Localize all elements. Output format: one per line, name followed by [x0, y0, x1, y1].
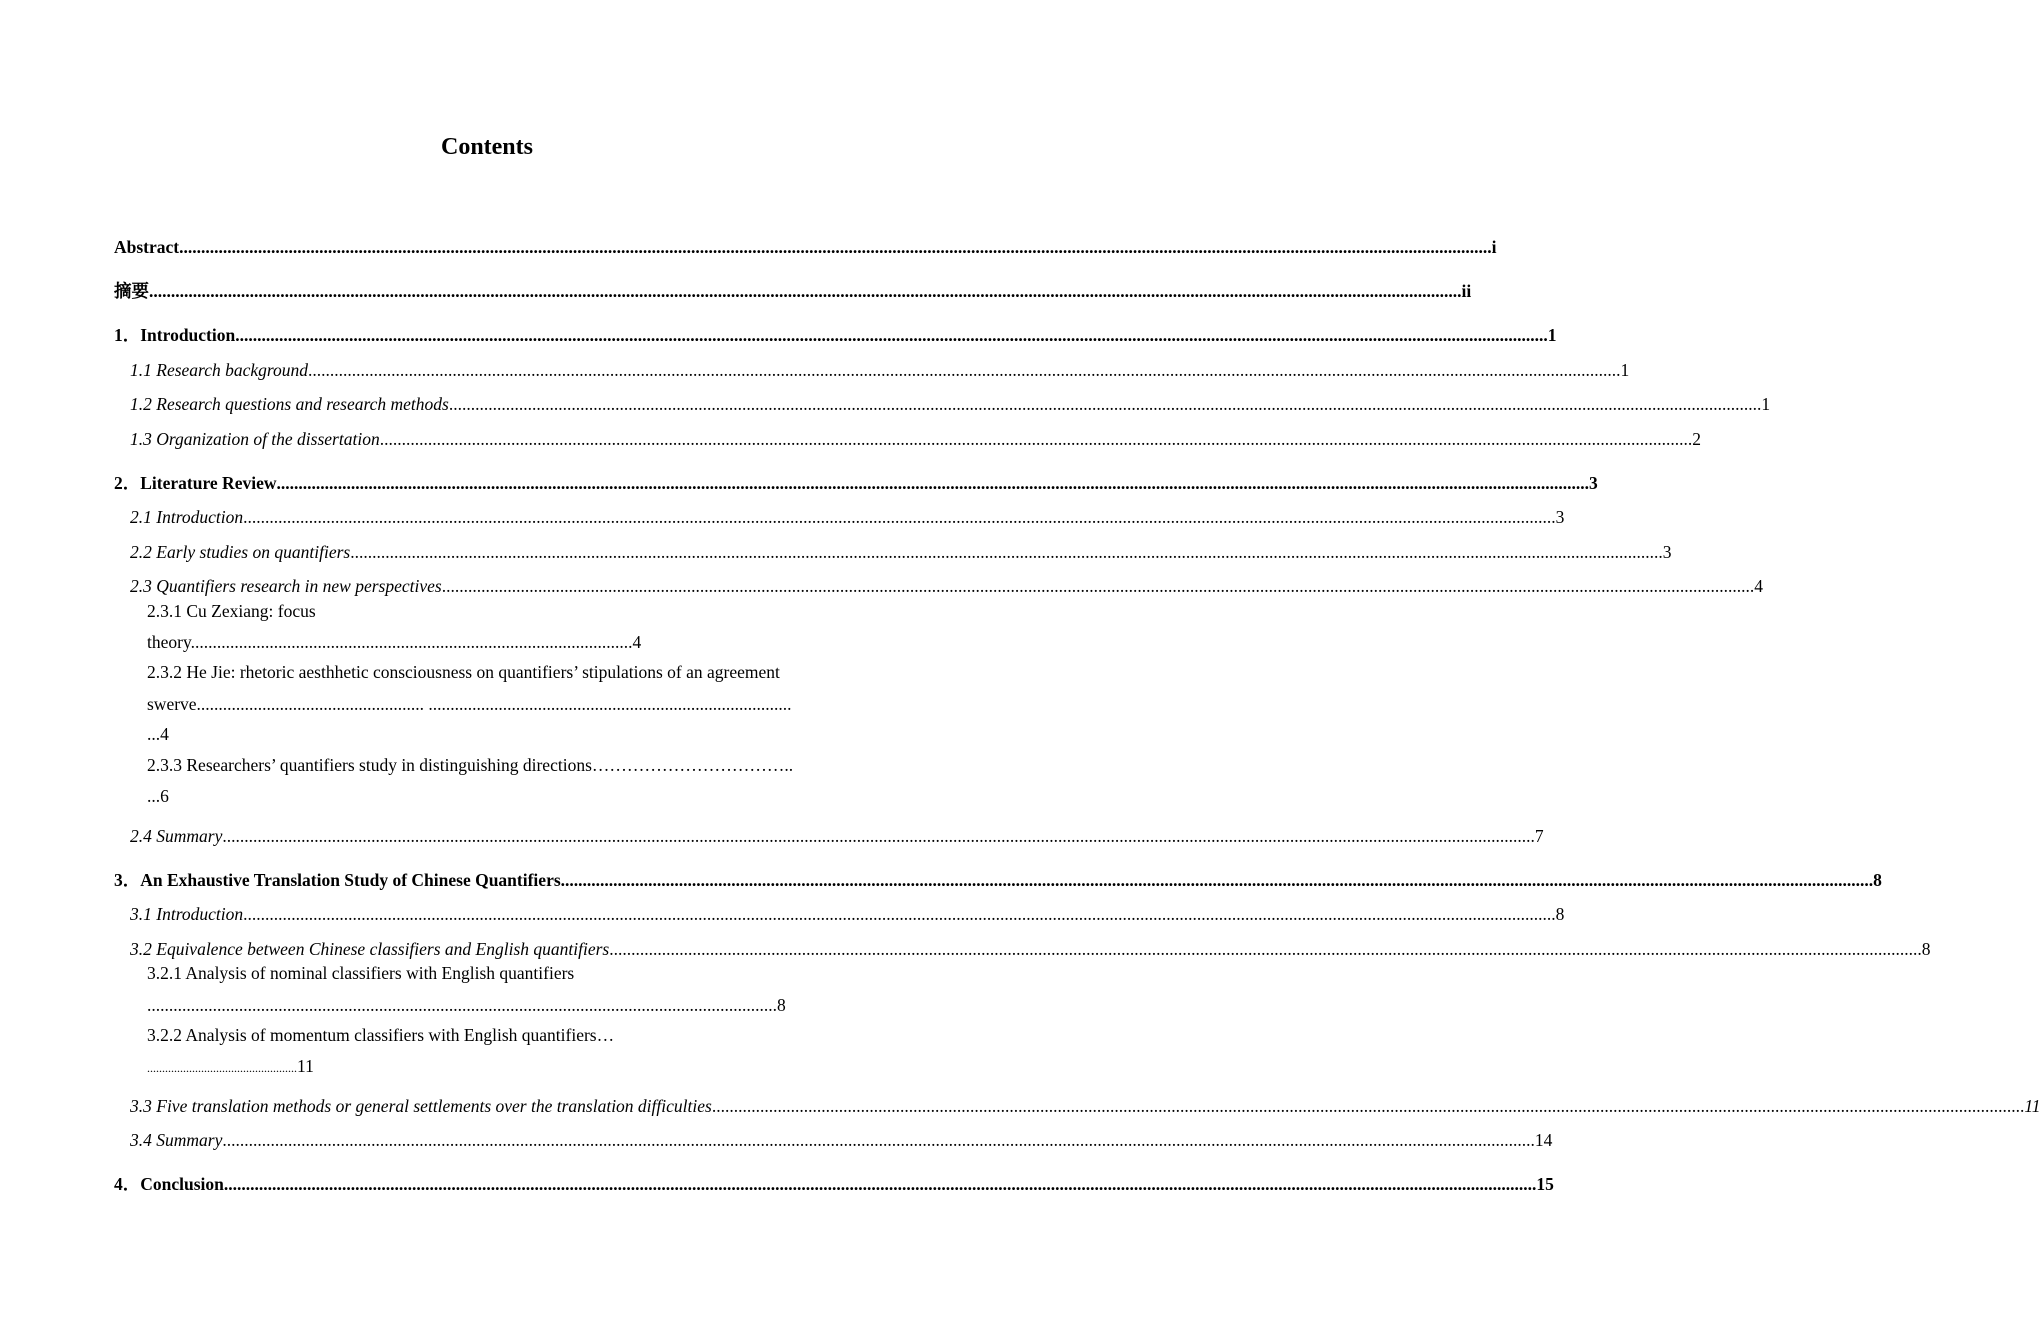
toc-page-number: 8 [1873, 870, 1882, 890]
toc-page-number: 3 [1662, 542, 1672, 562]
toc-label: 2.4 Summary [130, 826, 223, 846]
toc-page-number: 14 [1534, 1130, 1553, 1150]
toc-entry-chapter-3[interactable] [114, 868, 1882, 892]
toc-page-number: ii [1461, 281, 1472, 301]
toc-page-number: 8 [1921, 939, 1931, 959]
toc-leader-dots: ............................................................................................................................................................................................................................................................................................................ [448, 394, 1762, 414]
toc-leader-dots: ............................................................................................................................................................................................................................................................................................................ [441, 576, 1755, 596]
toc-leader-dots: ............................................................................................................................................................................................................................................................................................................ [222, 826, 1535, 846]
toc-label: 1．Introduction [114, 325, 236, 345]
toc-entry-2-3-2-line3[interactable]: ...4 [147, 724, 169, 744]
toc-entry-3-4[interactable] [130, 1128, 1553, 1152]
toc-page-number: 11 [2024, 1096, 2041, 1116]
toc-page-number: 2 [1692, 429, 1701, 449]
toc-page-number: 1 [1620, 360, 1630, 380]
toc-entry-2-3-2-line1[interactable]: 2.3.2 He Jie: rhetoric aesthhetic consciousness on quantifiers’ stipulations of an agreement [147, 662, 780, 682]
toc-entry-2-1[interactable] [130, 505, 1565, 529]
toc-leader-dots: ............................................................................................................................................................................................................................................................................................................ [243, 904, 1556, 924]
toc-page-number: 4 [1754, 576, 1763, 596]
toc-leader-dots: ............................................................................................................................................................................................................................................................................................................ [711, 1096, 2025, 1116]
toc-leader-dots: ............................................................................................................................................................................................................................................................................................................ [609, 939, 1922, 959]
toc-label: 2.2 Early studies on quantifiers [130, 542, 351, 562]
toc-page-number: 3 [1588, 473, 1598, 493]
toc-label: 1.2 Research questions and research methods [130, 394, 449, 414]
toc-label: 3.1 Introduction [130, 904, 244, 924]
toc-page-number: 1 [1761, 394, 1771, 414]
toc-label: 1.3 Organization of the dissertation [130, 429, 380, 449]
toc-entry-1-3[interactable] [130, 427, 1701, 451]
toc-page-number: 15 [1536, 1174, 1554, 1194]
toc-entry-chapter-2[interactable] [114, 471, 1598, 495]
toc-leader-dots: ............................................................................................................................................................................................................................................................................................................ [149, 281, 1462, 301]
toc-leader-dots: ............................................................................................................................................................................................................................................................................................................ [308, 360, 1621, 380]
toc-entry-3-3[interactable] [130, 1094, 2041, 1118]
toc-leader-dots: ............................................................................................................................................................................................................................................................................................................ [350, 542, 1663, 562]
toc-label: 2．Literature Review [114, 473, 277, 493]
toc-leader-dots: ............................................................................................................................................................................................................................................................................................................ [243, 507, 1556, 527]
toc-label: 2.3 Quantifiers research in new perspectives [130, 576, 442, 596]
toc-label: 3.2 Equivalence between Chinese classifiers and English quantifiers [130, 939, 610, 959]
toc-entry-3-1[interactable] [130, 902, 1565, 926]
toc-entry-3-2-1-line2[interactable]: ................................................................................................................................................8 [147, 995, 786, 1015]
toc-entry-2-3-3-line2[interactable]: ...6 [147, 786, 169, 806]
toc-entry-2-3[interactable] [130, 574, 1763, 598]
toc-leader-dots: ............................................................................................................................................................................................................................................................................................................ [560, 870, 1874, 890]
toc-leader-dots: ............................................................................................................................................................................................................................................................................................................ [223, 1174, 1537, 1194]
toc-leader-dots: .................................................. [147, 1061, 297, 1075]
toc-entry-3-2[interactable] [130, 937, 1931, 961]
toc-label: 1.1 Research background [130, 360, 309, 380]
toc-entry-3-2-2-line2[interactable] [147, 1054, 314, 1080]
toc-leader-dots: ............................................................................................................................................................................................................................................................................................................ [222, 1130, 1535, 1150]
toc-label: 摘要 [114, 282, 149, 302]
toc-label: 2.1 Introduction [130, 507, 244, 527]
toc-leader-dots: ............................................................................................................................................................................................................................................................................................................ [276, 473, 1589, 493]
toc-page-number: 7 [1534, 826, 1544, 846]
toc-page-number: 11 [297, 1056, 314, 1076]
toc-entry-3-2-2-line1[interactable]: 3.2.2 Analysis of momentum classifiers with English quantifiers… [147, 1025, 615, 1045]
toc-entry-1-2[interactable] [130, 392, 1771, 416]
toc-label: 4．Conclusion [114, 1174, 224, 1194]
toc-page-number: 8 [1555, 904, 1565, 924]
toc-label: Abstract [114, 237, 180, 257]
toc-page-number: i [1491, 237, 1497, 257]
toc-entry-2-3-1-line1[interactable]: 2.3.1 Cu Zexiang: focus [147, 601, 316, 621]
page-title: Contents [440, 134, 533, 160]
toc-leader-dots: ............................................................................................................................................................................................................................................................................................................ [179, 237, 1492, 257]
toc-label: 3．An Exhaustive Translation Study of Chinese Quantifiers [114, 870, 561, 890]
toc-entry-zhaiyao[interactable] [114, 279, 1472, 304]
toc-entry-2-3-3-line1[interactable]: 2.3.3 Researchers’ quantifiers study in distinguishing directions…………………………….. [147, 755, 794, 775]
toc-entry-2-4[interactable] [130, 824, 1544, 848]
toc-entry-2-3-1-line2[interactable]: theory.....................................................................................................4 [147, 632, 642, 652]
toc-leader-dots: ............................................................................................................................................................................................................................................................................................................ [235, 325, 1548, 345]
toc-entry-chapter-4[interactable] [114, 1172, 1554, 1196]
toc-label: 3.3 Five translation methods or general settlements over the translation difficulties [130, 1096, 712, 1116]
toc-entry-3-2-1-line1[interactable]: 3.2.1 Analysis of nominal classifiers with English quantifiers [147, 963, 575, 983]
toc-page-number: 3 [1555, 507, 1565, 527]
toc-label: 3.4 Summary [130, 1130, 223, 1150]
toc-entry-chapter-1[interactable] [114, 323, 1557, 347]
toc-entry-1-1[interactable] [130, 358, 1630, 382]
toc-entry-abstract[interactable] [114, 235, 1497, 259]
toc-entry-2-3-2-line2[interactable]: swerve.................................................... ................................................................................... [147, 694, 792, 714]
toc-page-number: 1 [1547, 325, 1557, 345]
toc-entry-2-2[interactable] [130, 540, 1672, 564]
toc-leader-dots: ............................................................................................................................................................................................................................................................................................................ [379, 429, 1693, 449]
